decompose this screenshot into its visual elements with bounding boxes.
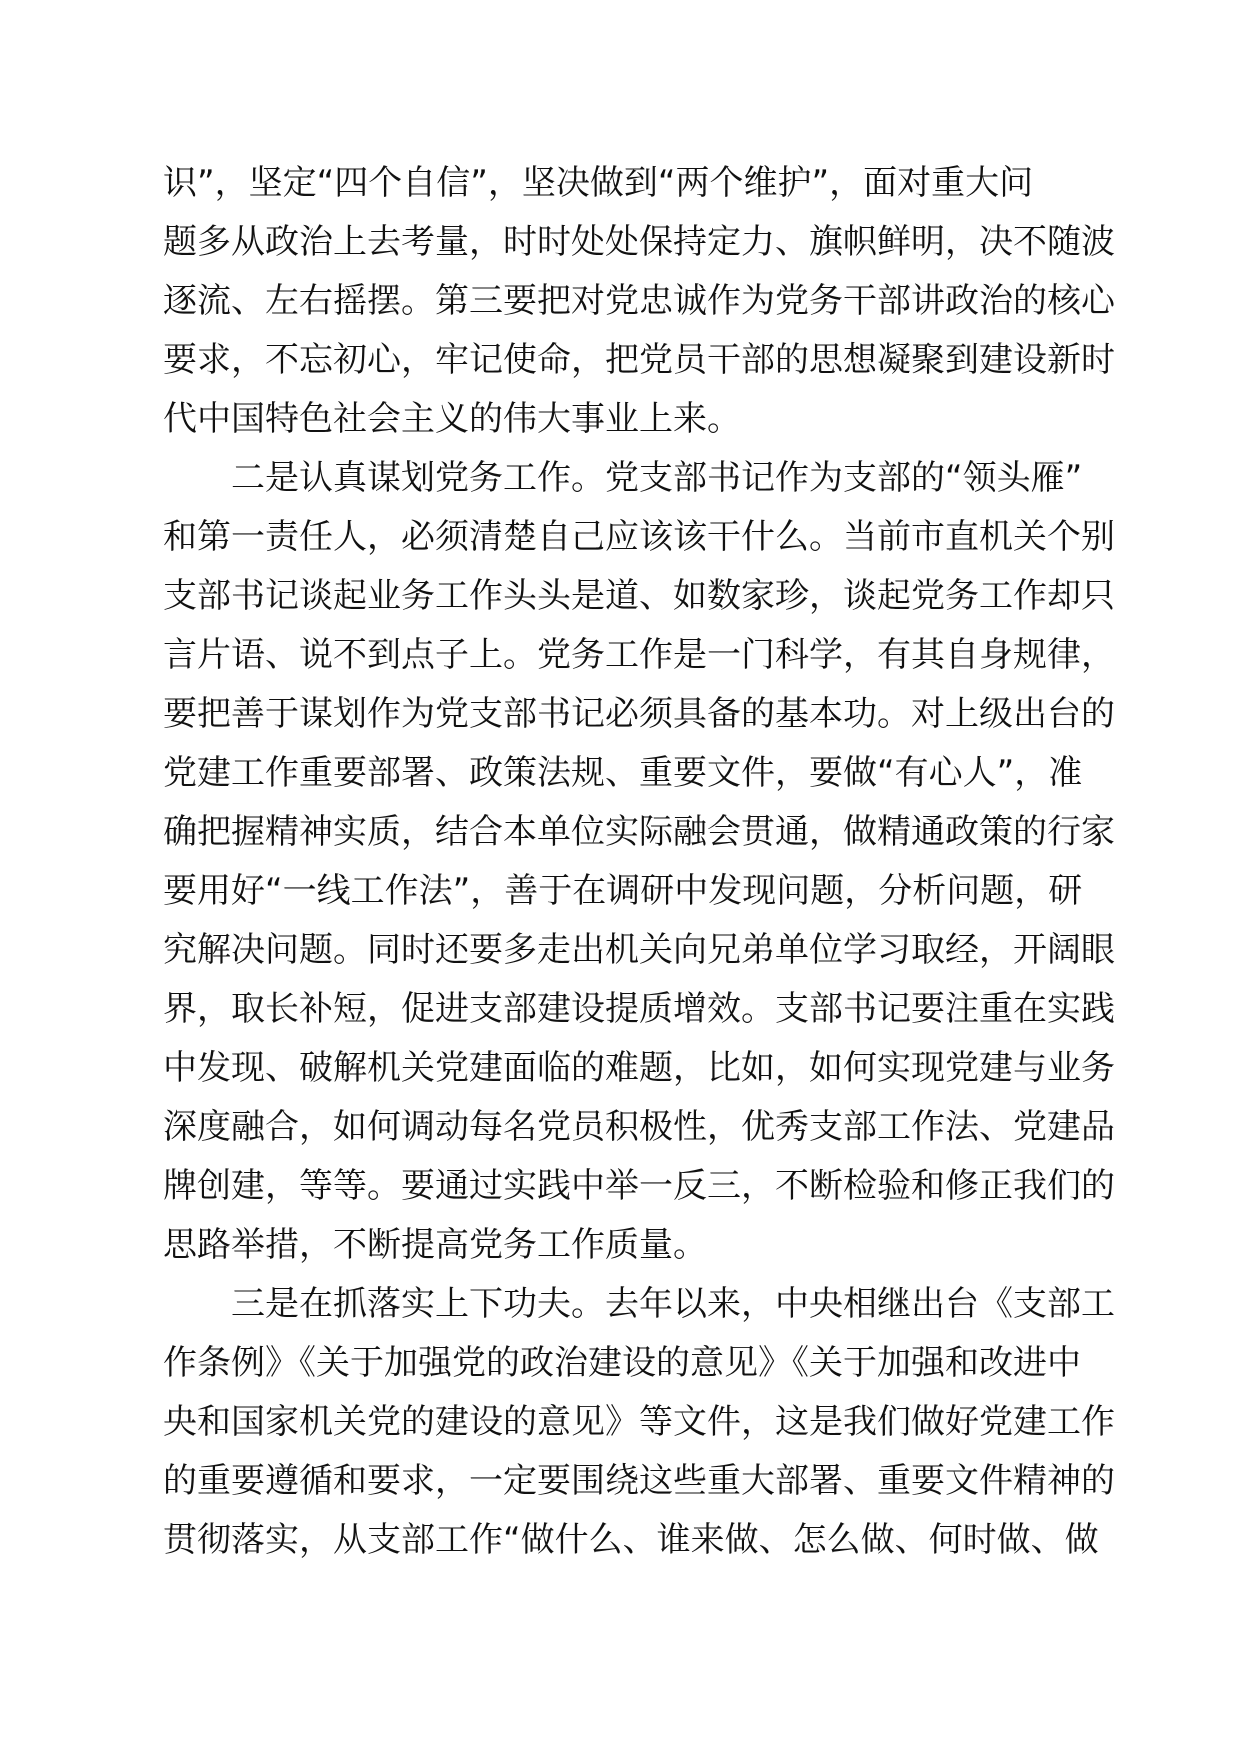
text-line: 界，取长补短，促进支部建设提质增效。支部书记要注重在实践	[163, 989, 1115, 1029]
text-line: 思路举措，不断提高党务工作质量。	[163, 1225, 707, 1265]
body-text	[163, 154, 1113, 1570]
text-line: 确把握精神实质，结合本单位实际融会贯通，做精通政策的行家	[163, 812, 1115, 852]
text-line: 党建工作重要部署、政策法规、重要文件，要做“有心人”，准	[163, 753, 1083, 793]
text-line: 支部书记谈起业务工作头头是道、如数家珍，谈起党务工作却只	[163, 576, 1115, 616]
text-line: 究解决问题。同时还要多走出机关向兄弟单位学习取经，开阔眼	[163, 930, 1115, 970]
text-line: 牌创建，等等。要通过实践中举一反三，不断检验和修正我们的	[163, 1166, 1115, 1206]
text-line: 和第一责任人，必须清楚自己应该该干什么。当前市直机关个别	[163, 517, 1115, 557]
text-line: 央和国家机关党的建设的意见》等文件，这是我们做好党建工作	[163, 1402, 1115, 1442]
text-line: 要把善于谋划作为党支部书记必须具备的基本功。对上级出台的	[163, 694, 1115, 734]
text-line: 贯彻落实，从支部工作“做什么、谁来做、怎么做、何时做、做	[163, 1520, 1099, 1560]
text-line: 逐流、左右摇摆。第三要把对党忠诚作为党务干部讲政治的核心	[163, 281, 1115, 321]
text-line: 深度融合，如何调动每名党员积极性，优秀支部工作法、党建品	[163, 1107, 1115, 1147]
text-line: 代中国特色社会主义的伟大事业上来。	[163, 399, 741, 439]
text-line: 要求，不忘初心，牢记使命，把党员干部的思想凝聚到建设新时	[163, 340, 1115, 380]
text-line: 题多从政治上去考量，时时处处保持定力、旗帜鲜明，决不随波	[163, 222, 1115, 262]
text-line: 作条例》《关于加强党的政治建设的意见》《关于加强和改进中	[163, 1343, 1081, 1383]
text-line: 言片语、说不到点子上。党务工作是一门科学，有其自身规律，	[163, 635, 1115, 675]
paragraph-start-line: 二是认真谋划党务工作。党支部书记作为支部的“领头雁”	[163, 458, 1083, 498]
text-line: 识”，坚定“四个自信”，坚决做到“两个维护”，面对重大问	[163, 163, 1034, 203]
text-line: 的重要遵循和要求，一定要围绕这些重大部署、重要文件精神的	[163, 1461, 1115, 1501]
text-line: 中发现、破解机关党建面临的难题，比如，如何实现党建与业务	[163, 1048, 1115, 1088]
text-line: 要用好“一线工作法”，善于在调研中发现问题，分析问题，研	[163, 871, 1083, 911]
paragraph-start-line: 三是在抓落实上下功夫。去年以来，中央相继出台《支部工	[163, 1284, 1115, 1324]
